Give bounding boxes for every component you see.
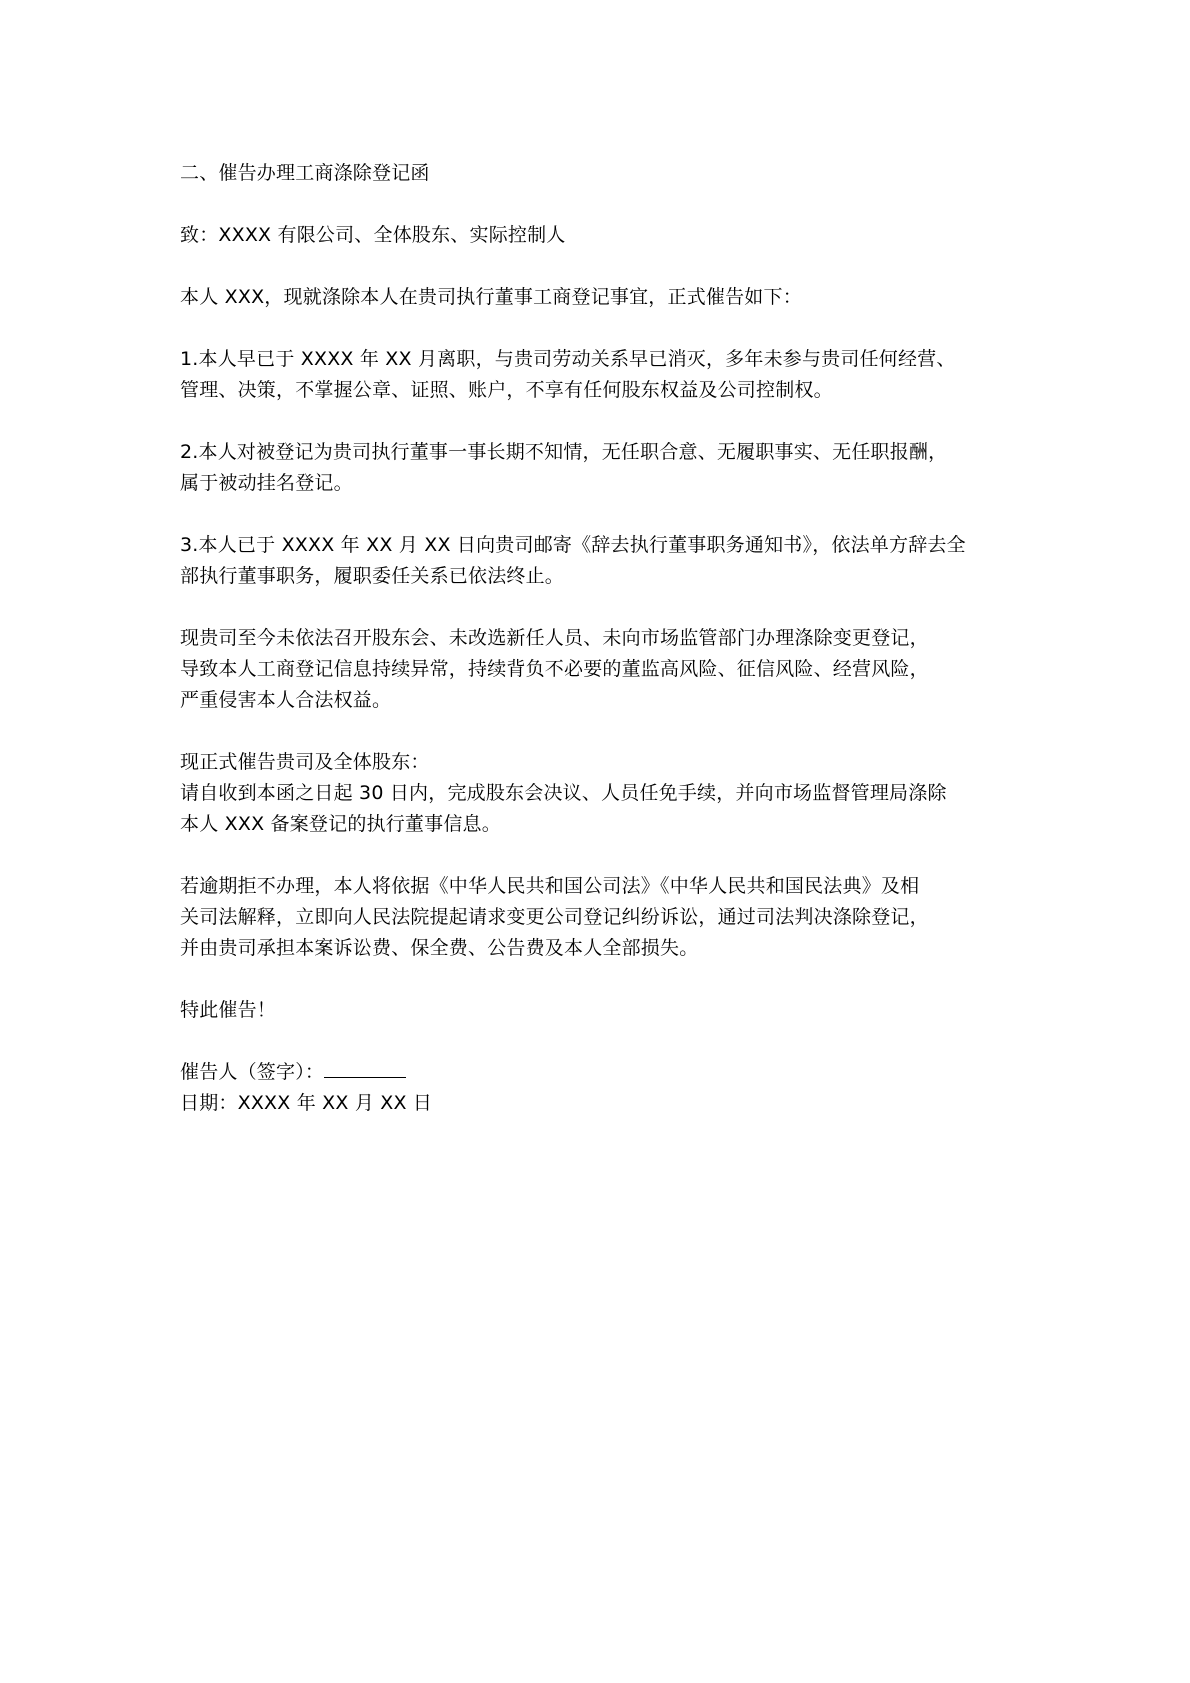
- consequence-line: 并由贵司承担本案诉讼费、保全费、公告费及本人全部损失。: [180, 937, 699, 959]
- recipient-line: 致：XXXX 有限公司、全体股东、实际控制人: [180, 224, 566, 246]
- item-3-paragraph: [180, 530, 1040, 592]
- letter-heading: 二、催告办理工商涤除登记函: [180, 162, 430, 184]
- letter-body: [180, 158, 1040, 1119]
- situation-paragraph: [180, 623, 1040, 716]
- consequence-line: 若逾期拒不办理，本人将依据《中华人民共和国公司法》《中华人民共和国民法典》及相: [180, 875, 920, 897]
- demand-paragraph: [180, 747, 1040, 840]
- signature-blank: [324, 1077, 406, 1078]
- item-2-paragraph: [180, 437, 1040, 499]
- situation-line: 现贵司至今未依法召开股东会、未改选新任人员、未向市场监管部门办理涤除变更登记，: [180, 627, 929, 649]
- demand-line: 现正式催告贵司及全体股东：: [180, 751, 430, 773]
- demand-line: 本人 XXX 备案登记的执行董事信息。: [180, 813, 501, 835]
- item-2-line: 2.本人对被登记为贵司执行董事一事长期不知情，无任职合意、无履职事实、无任职报酬，: [180, 441, 948, 463]
- signature-line: [180, 1057, 1040, 1088]
- intro-paragraph: 本人 XXX，现就涤除本人在贵司执行董事工商登记事宜，正式催告如下：: [180, 286, 802, 308]
- item-3-line: 3.本人已于 XXXX 年 XX 月 XX 日向贵司邮寄《辞去执行董事职务通知书》，依法单方辞去全: [180, 534, 966, 556]
- demand-line: 请自收到本函之日起 30 日内，完成股东会决议、人员任免手续，并向市场监督管理局涤除: [180, 782, 947, 804]
- consequence-line: 关司法解释，立即向人民法院提起请求变更公司登记纠纷诉讼，通过司法判决涤除登记，: [180, 906, 929, 928]
- signature-block: [180, 1057, 1040, 1119]
- item-2-line: 属于被动挂名登记。: [180, 472, 353, 494]
- item-1-paragraph: [180, 344, 1040, 406]
- item-3-line: 部执行董事职务，履职委任关系已依法终止。: [180, 565, 565, 587]
- closing-line: 特此催告！: [180, 999, 277, 1021]
- situation-line: 导致本人工商登记信息持续异常，持续背负不必要的董监高风险、征信风险、经营风险，: [180, 658, 929, 680]
- signature-label: 催告人（签字）：: [180, 1061, 325, 1083]
- item-1-line: 管理、决策，不掌握公章、证照、账户，不享有任何股东权益及公司控制权。: [180, 379, 833, 401]
- item-1-line: 1.本人早已于 XXXX 年 XX 月离职，与贵司劳动关系早已消灭，多年未参与贵司任何经营、: [180, 348, 956, 370]
- situation-line: 严重侵害本人合法权益。: [180, 689, 392, 711]
- date-line: 日期：XXXX 年 XX 月 XX 日: [180, 1092, 433, 1114]
- consequence-paragraph: [180, 871, 1040, 964]
